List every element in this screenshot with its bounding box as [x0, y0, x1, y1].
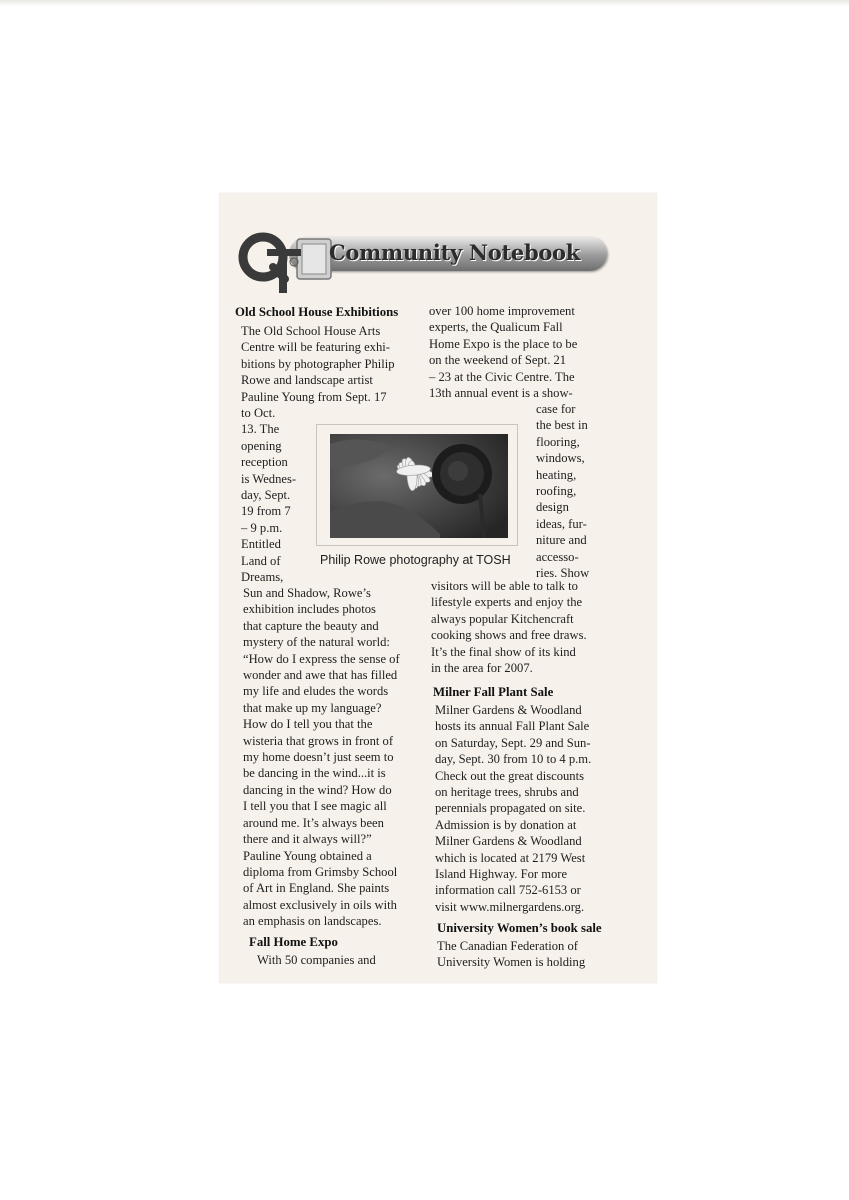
text-line: my home doesn’t just seem to	[243, 750, 394, 765]
banner-title: Community Notebook	[329, 240, 580, 265]
text-line: – 23 at the Civic Centre. The	[429, 369, 575, 384]
c2-after-text	[431, 578, 587, 676]
text-line: experts, the Qualicum Fall	[429, 320, 563, 335]
text-line: Check out the great discounts	[435, 768, 584, 783]
text-line: windows,	[536, 451, 585, 466]
text-line: flooring,	[536, 434, 580, 449]
text-line: Milner Gardens & Woodland	[435, 834, 582, 849]
text-line: day, Sept. 30 from 10 to 4 p.m.	[435, 752, 592, 767]
text-line: dancing in the wind? How do	[243, 782, 392, 797]
text-line: Pauline Young obtained a	[243, 848, 372, 863]
text-line: It’s the final show of its kind	[431, 644, 576, 659]
text-line: the best in	[536, 418, 588, 433]
text-line: bitions by photographer Philip	[241, 356, 395, 371]
text-line: that capture the beauty and	[243, 618, 379, 633]
s1-wide-text	[241, 323, 395, 405]
text-line: reception	[241, 455, 288, 470]
text-line: my life and eludes the words	[243, 684, 389, 699]
text-line: which is located at 2179 West	[435, 850, 586, 865]
text-line: heating,	[536, 467, 577, 482]
text-line: Admission is by donation at	[435, 817, 577, 832]
text-line: Sun and Shadow, Rowe’s	[243, 586, 371, 600]
text-line: opening	[241, 438, 282, 453]
scan-edge	[0, 0, 849, 6]
text-line: Entitled	[241, 537, 281, 552]
s4-text	[437, 938, 585, 971]
text-line: almost exclusively in oils with	[243, 897, 397, 912]
text-line: The Old School House Arts	[241, 324, 381, 338]
text-line: 13. The	[241, 422, 280, 437]
text-line: Home Expo is the place to be	[429, 336, 578, 351]
text-line: lifestyle experts and enjoy the	[431, 595, 583, 610]
heading-old-school-house: Old School House Exhibitions	[235, 305, 399, 319]
text-line: that make up my language?	[243, 700, 382, 715]
text-line: Dreams,	[241, 570, 284, 585]
text-line: visit www.milnergardens.org.	[435, 899, 585, 914]
text-line: an emphasis on landscapes.	[243, 914, 382, 929]
text-line: Milner Gardens & Woodland	[435, 703, 582, 717]
heading-university-women-book-sale: University Women’s book sale	[437, 921, 602, 935]
text-line: around me. It’s always been	[243, 815, 384, 830]
text-line: Pauline Young from Sept. 17	[241, 389, 387, 404]
text-line: be dancing in the wind...it is	[243, 766, 386, 781]
s1-narrow-text	[241, 405, 296, 585]
text-line: – 9 p.m.	[241, 520, 283, 535]
text-line: niture and	[536, 533, 587, 548]
text-line: The Canadian Federation of	[437, 939, 578, 953]
text-line: on heritage trees, shrubs and	[435, 785, 579, 800]
text-line: ries. Show	[536, 566, 590, 581]
text-line: cooking shows and free draws.	[431, 628, 587, 643]
text-line: on the weekend of Sept. 21	[429, 353, 567, 368]
text-line: wonder and awe that has filled	[243, 668, 398, 683]
heading-milner-plant-sale: Milner Fall Plant Sale	[433, 685, 554, 699]
text-line: design	[536, 500, 569, 515]
text-line: there and it always will?”	[243, 832, 372, 847]
qt-logo-icon	[233, 231, 333, 303]
text-line: 19 from 7	[241, 504, 291, 519]
newspaper-clipping	[219, 193, 657, 983]
c2-top-text	[429, 303, 577, 401]
text-line: day, Sept.	[241, 488, 291, 503]
text-line: How do I tell you that the	[243, 717, 373, 732]
text-line: roofing,	[536, 484, 577, 499]
text-line: University Women is holding	[437, 955, 586, 970]
text-line: Land of	[241, 553, 281, 568]
text-line: accesso-	[536, 549, 579, 564]
text-line: always popular Kitchencraft	[431, 611, 574, 626]
sunflower-photo-icon	[330, 434, 508, 538]
heading-fall-home-expo: Fall Home Expo	[249, 935, 338, 949]
sunflower-photo	[330, 434, 508, 538]
text-line: is Wednes-	[241, 471, 297, 486]
s1-rest-text	[243, 585, 400, 930]
text-line: I tell you that I see magic all	[243, 799, 387, 814]
text-line: information call 752-6153 or	[435, 883, 581, 898]
text-line: Centre will be featuring exhi-	[241, 340, 390, 355]
photo-caption: Philip Rowe photography at TOSH	[320, 553, 511, 567]
text-line: in the area for 2007.	[431, 661, 533, 676]
s2-text	[257, 952, 376, 968]
c2-narrow-text	[536, 401, 589, 581]
text-line: to Oct.	[241, 406, 276, 420]
text-line: on Saturday, Sept. 29 and Sun-	[435, 735, 591, 750]
text-line: Rowe and landscape artist	[241, 373, 373, 388]
section-banner	[233, 231, 611, 281]
text-line: exhibition includes photos	[243, 602, 376, 617]
text-line: hosts its annual Fall Plant Sale	[435, 719, 590, 734]
text-line: 13th annual event is a show-	[429, 386, 573, 401]
text-line: perennials propagated on site.	[435, 801, 586, 816]
text-line: over 100 home improvement	[429, 304, 575, 318]
text-line: mystery of the natural world:	[243, 635, 390, 650]
text-line: “How do I express the sense of	[243, 651, 400, 666]
text-line: ideas, fur-	[536, 516, 587, 531]
text-line: Island Highway. For more	[435, 867, 568, 882]
text-line: of Art in England. She paints	[243, 881, 390, 896]
text-line: wisteria that grows in front of	[243, 733, 394, 748]
text-line: case for	[536, 402, 576, 416]
text-line: With 50 companies and	[257, 953, 376, 967]
s3-text	[435, 702, 591, 915]
text-line: diploma from Grimsby School	[243, 864, 398, 879]
text-line: visitors will be able to talk to	[431, 579, 578, 593]
